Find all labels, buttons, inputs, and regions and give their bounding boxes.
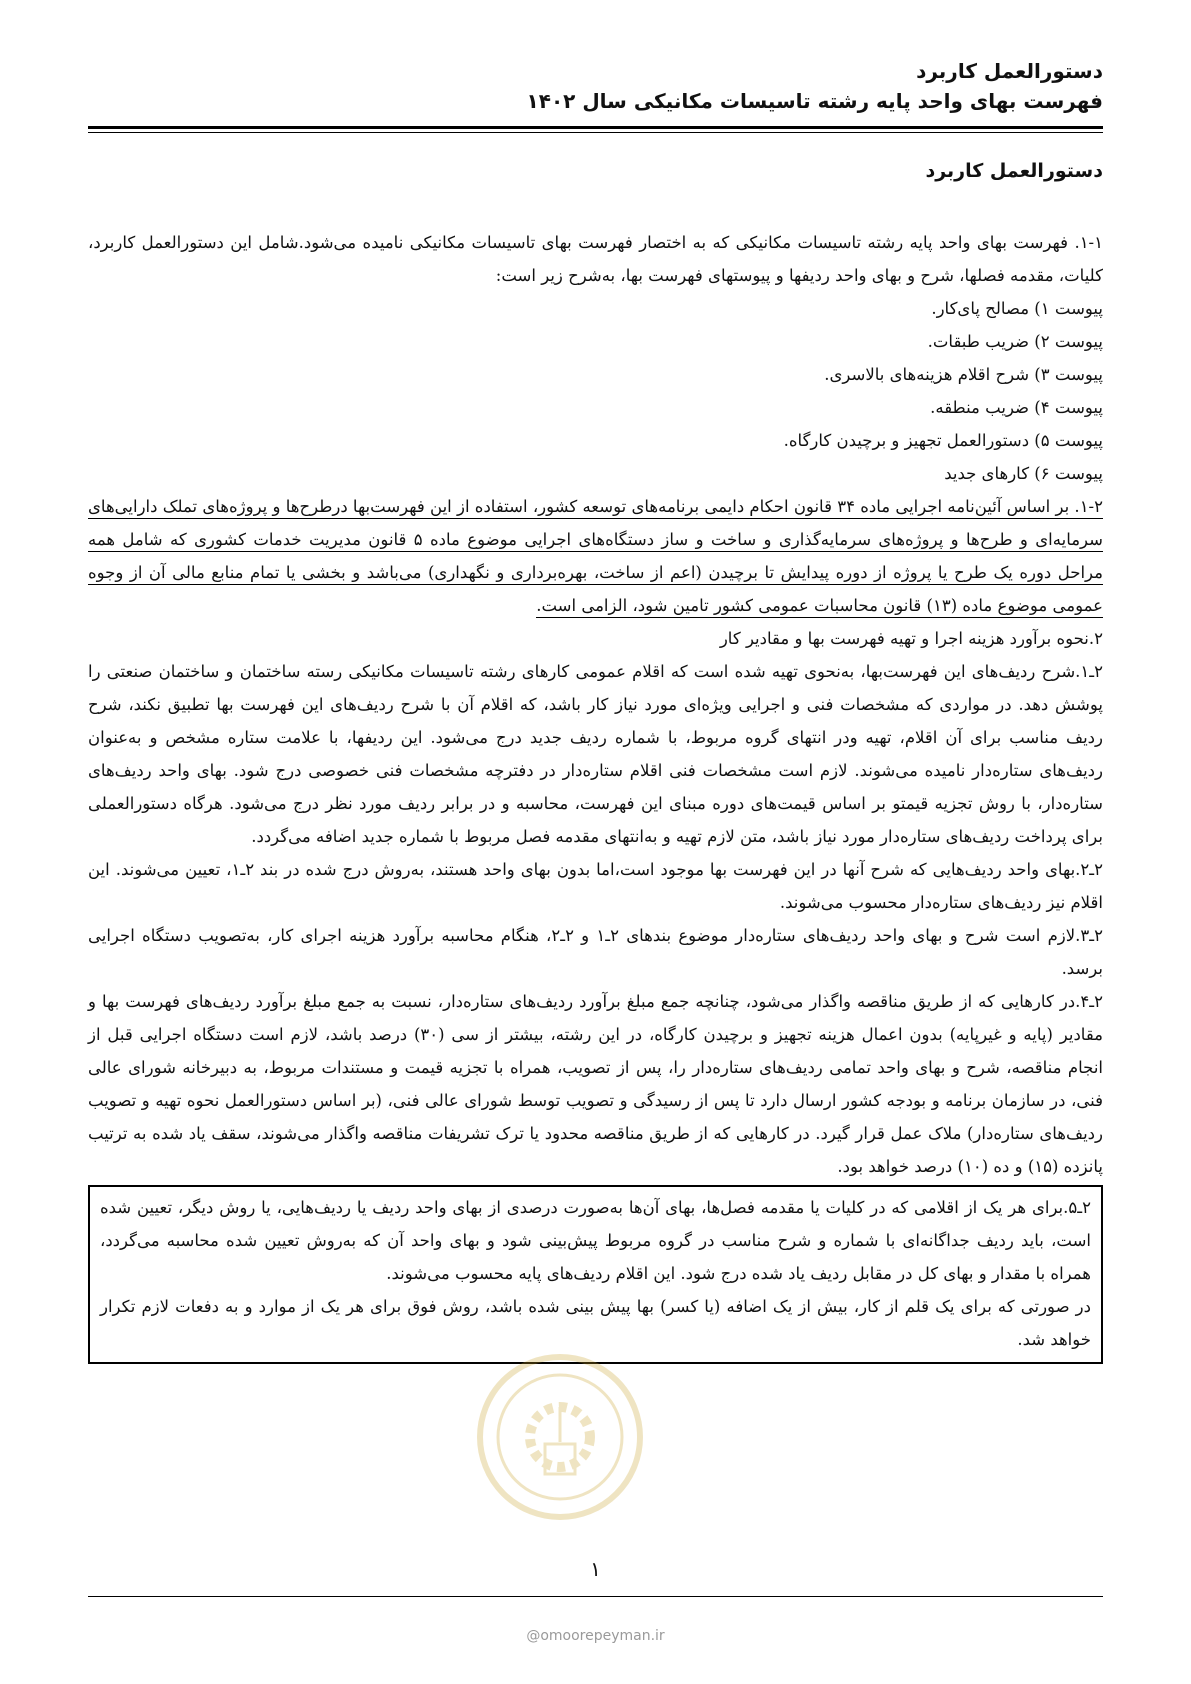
boxed-note (88, 1185, 1103, 1364)
paragraph-2-1: ۲ـ۱.شرح ردیف‌های این فهرست‌بها، به‌نحوی تهیه شده است که اقلام عمومی کارهای رشته تاسیسات مکانیکی رسته ساختمان و ساختمان صنعتی را پوشش دهد. در مواردی که مشخصات فنی و اجرایی ویژه‌ای مورد نیاز کار باشد، که اقلام آن با شرح ردیف‌های این فهرست بها تطبیق نکند، شرح ردیف مناسب برای آن اقلام، تهیه ودر انتهای گروه مربوط، با شماره ردیف جدید درج می‌شود. این ردیفها، با علامت ستاره مشخص و به‌عنوان ردیف‌های ستاره‌دار نامیده می‌شوند. لازم است مشخصات فنی اقلام ستاره‌دار در دفترچه مشخصات فنی خصوصی درج شود. بهای واحد ردیف‌های ستاره‌دار، با روش تجزیه قیمتو بر اساس قیمت‌های دوره مبنای این فهرست، محاسبه و در برابر ردیف مورد نظر درج می‌شود. هرگاه دستورالعملی برای پرداخت ردیف‌های ستاره‌دار مورد نیاز باشد، متن لازم تهیه و به‌انتهای مقدمه فصل مربوط با شماره جدید اضافه می‌گردد. (88, 662, 1103, 846)
heading-2: ۲.نحوه برآورد هزینه اجرا و تهیه فهرست بها و مقادیر کار (719, 629, 1103, 648)
paragraph-2-5: ۲ـ۵.برای هر یک از اقلامی که در کلیات یا مقدمه فصل‌ها، بهای آن‌ها به‌صورت درصدی از بهای واحد ردیف یا ردیف‌هایی، یا روش دیگر، تعیین شده است، باید ردیف جداگانه‌ای با شماره و شرح مناسب در گروه مربوط پیش‌بینی شود و بهای واحد آن که به‌روش تعیین شده محاسبه می‌گردد، همراه با مقدار و بهای کل در مقابل ردیف یاد شده درج شود. این اقلام ردیف‌های پایه محسوب می‌شوند. (100, 1198, 1091, 1283)
paragraph-1-1: ۱-۱. فهرست بهای واحد پایه رشته تاسیسات مکانیکی که به اختصار فهرست بهای تاسیسات مکانیکی نامیده می‌شود.شامل این دستورالعمل کاربرد، کلیات، مقدمه فصلها، شرح و بهای واحد ردیفها و پیوستهای فهرست بها، به‌شرح زیر است: (88, 233, 1103, 285)
section-title: دستورالعمل کاربرد (925, 160, 1103, 182)
footer-rule (88, 1596, 1103, 1597)
annex-item-4: پیوست ۴) ضریب منطقه. (930, 398, 1103, 417)
document-body (88, 226, 1103, 1364)
paragraph-1-2 (88, 490, 1103, 622)
header-line-1: دستورالعمل کاربرد (916, 59, 1103, 83)
annex-item-5: پیوست ۵) دستورالعمل تجهیز و برچیدن کارگاه. (783, 431, 1103, 450)
header-rule-thin (88, 132, 1103, 133)
header-rule-thick (88, 126, 1103, 129)
paragraph-2-4: ۲ـ۴.در کارهایی که از طریق مناقصه واگذار می‌شود، چنانچه جمع مبلغ برآورد ردیف‌های ستاره‌دار، نسبت به جمع مبلغ برآورد ردیف‌های فهرست بها و مقادیر (پایه و غیرپایه) بدون اعمال هزینه تجهیز و برچیدن کارگاه، در این رشته، بیشتر از سی (۳۰) درصد باشد، لازم است دستگاه اجرایی قبل از انجام مناقصه، شرح و بهای واحد تمامی ردیف‌های ستاره‌دار را، پس از تصویب، همراه با تجزیه قیمت و مستندات مربوط، به دبیرخانه شورای عالی فنی، در سازمان برنامه و بودجه کشور ارسال دارد تا پس از رسیدگی و تصویب توسط شورای عالی فنی، (بر اساس دستورالعمل نحوه تهیه و تصویب ردیف‌های ستاره‌دار) ملاک عمل قرار گیرد. در کارهایی که از طریق مناقصه محدود یا ترک تشریفات مناقصه واگذار می‌شوند، سقف یاد شده به ترتیب پانزده (۱۵) و ده (۱۰) درصد خواهد بود. (88, 992, 1104, 1176)
annex-item-2: پیوست ۲) ضریب طبقات. (927, 332, 1103, 351)
header-line-2: فهرست بهای واحد پایه رشته تاسیسات مکانیکی سال ۱۴۰۲ (526, 89, 1103, 113)
annex-item-3: پیوست ۳) شرح اقلام هزینه‌های بالاسری. (824, 365, 1103, 384)
annex-item-1: پیوست ۱) مصالح پای‌کار. (931, 299, 1103, 318)
footer-website: @omoorepeyman.ir (526, 1628, 665, 1644)
page-header (527, 56, 1103, 116)
page-number: ۱ (590, 1557, 601, 1581)
paragraph-2-3: ۲ـ۳.لازم است شرح و بهای واحد ردیف‌های ستاره‌دار موضوع بندهای ۲ـ۱ و ۲ـ۲، هنگام محاسبه برآورد هزینه اجرای کار، به‌تصویب دستگاه اجرایی برسد. (88, 926, 1104, 978)
paragraph-1-2-text: ۱-۲. بر اساس آئین‌نامه اجرایی ماده ۳۴ قانون احکام دایمی برنامه‌های توسعه کشور، استفاده از این فهرست‌بها درطرح‌ها و پروژه‌های تملک دارایی‌های سرمایه‌ای و طرح‌ها و پروژه‌های سرمایه‌گذاری و ساخت و ساز دستگاه‌های اجرایی موضوع ماده ۵ قانون مدیریت خدمات کشوری که شامل همه مراحل دوره یک طرح یا پروژه از دوره پیدایش تا برچیدن (اعم از ساخت، بهره‌برداری و نگهداری) می‌باشد و بخشی یا تمام منابع مالی آن از وجوه عمومی موضوع ماده (۱۳) قانون محاسبات عمومی کشور تامین شود، الزامی است. (88, 497, 1103, 618)
paragraph-2-5-note: در صورتی که برای یک قلم از کار، بیش از یک اضافه (یا کسر) بها پیش بینی شده باشد، روش فوق برای هر یک از موارد و به دفعات لازم تکرار خواهد شد. (100, 1297, 1091, 1349)
paragraph-2-2: ۲ـ۲.بهای واحد ردیف‌هایی که شرح آنها در این فهرست بها موجود است،اما بدون بهای واحد هستند، به‌روش درج شده در بند ۲ـ۱، تعیین می‌شوند. این اقلام نیز ردیف‌های ستاره‌دار محسوب می‌شوند. (88, 860, 1103, 912)
watermark-seal-icon (475, 1352, 645, 1522)
annex-item-6: پیوست ۶) کارهای جدید (944, 464, 1103, 483)
